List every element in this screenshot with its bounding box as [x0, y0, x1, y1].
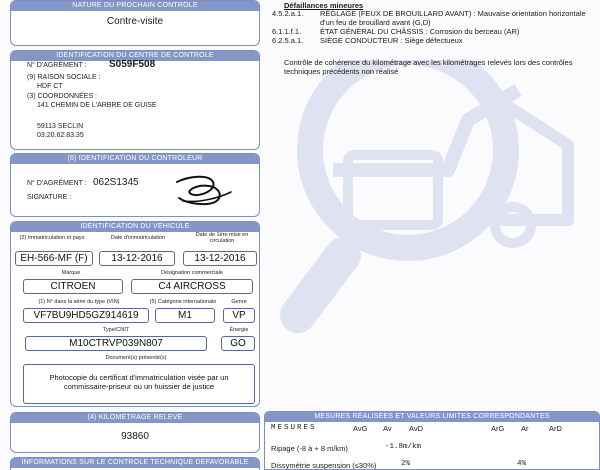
col-ar: Ar — [521, 424, 529, 433]
col-ard: ArD — [549, 424, 562, 433]
categorie-field: M1 — [155, 308, 215, 323]
designation-field: C4 AIRCROSS — [131, 279, 253, 294]
defavorable-box — [10, 457, 260, 470]
energie-label: Énergie — [229, 327, 249, 333]
prochain-controle-header: NATURE DU PROCHAIN CONTRÔLE — [11, 1, 259, 11]
vin-label: (1) N° dans la série du type (VIN) — [38, 299, 120, 305]
kilometrage-value: 93860 — [121, 431, 149, 442]
type-label: Type/CNIT — [102, 327, 130, 333]
date-immat-label: Date d'immatriculation — [110, 235, 166, 241]
mesures-header: MESURES RÉALISÉES ET VALEURS LIMITES CORRESPONDANTES — [265, 412, 599, 422]
defect-text-3: SIÈGE CONDUCTEUR : Siège défectueux — [320, 36, 463, 45]
defavorable-header: INFORMATIONS SUR LE CONTRÔLE TECHNIQUE DÉFAVORABLE — [11, 458, 259, 468]
dissymetrie-ar: 4% — [517, 460, 527, 468]
centre-header: IDENTIFICATION DU CENTRE DE CONTRÔLE — [11, 51, 259, 61]
kilometrage-note: Contrôle de cohérence du kilométrage avec les kilométrages relevés lors des contrôles techniques précédents non réalisé — [284, 58, 573, 76]
right-panel — [268, 0, 600, 470]
kilometrage-header: (4) KILOMÉTRAGE RELEVÉ — [11, 413, 259, 423]
centre-agrement-value: S059F508 — [109, 59, 156, 70]
documents-label: Document(s) présenté(s) — [105, 355, 167, 361]
categorie-label: (5) Catégorie internationale — [149, 299, 217, 305]
vehicule-box — [10, 221, 260, 407]
signature-mark — [169, 168, 239, 208]
defect-text-1: RÉGLAGE (FEUX DE BROUILLARD AVANT) : Mauvaise orientation horizontale d'un feu de brouillard avant (G,D) — [320, 9, 586, 27]
controleur-header: (6) IDENTIFICATION DU CONTRÔLEUR — [11, 154, 259, 164]
controleur-box — [10, 153, 260, 217]
raison-sociale-label: (9) RAISON SOCIALE : — [27, 74, 101, 81]
col-av: Av — [383, 424, 392, 433]
prochain-controle-box — [10, 0, 260, 46]
prochain-controle-value: Contre-visite — [106, 16, 164, 27]
coordonnees-label: (3) COORDONNÉES : — [27, 93, 98, 100]
marque-label: Marque — [61, 270, 81, 276]
genre-field: VP — [223, 308, 255, 323]
centre-phone: 03.20.62.83.35 — [37, 132, 84, 139]
defect-row-3 — [272, 37, 590, 46]
centre-box — [10, 50, 260, 150]
defect-code-1: 4.5.2.a.1. — [272, 9, 304, 18]
mesures-col-title: MESURES — [271, 424, 317, 432]
defaillances-title: Défaillances mineures — [284, 1, 364, 10]
kilometrage-box — [10, 412, 260, 453]
col-avd: AvD — [409, 424, 424, 433]
ripage-label: Ripage (-8 à + 8 m/km) — [271, 444, 348, 453]
watermark-magnifier-car-icon — [268, 60, 600, 400]
dissymetrie-av: 2% — [401, 460, 411, 468]
raison-sociale-value: HDF CT — [37, 83, 63, 90]
defect-code-2: 6.1.1.f.1. — [272, 27, 302, 36]
dissymetrie-label: Dissymétrie suspension (≤30%) — [271, 461, 377, 470]
col-arg: ArG — [491, 424, 505, 433]
immat-label: (2) Immatriculation et pays — [19, 235, 85, 241]
controleur-agrement-label: N° D'AGRÉMENT : — [27, 180, 87, 187]
type-field: M10CTRVP039N807 — [25, 336, 207, 351]
ripage-value: -1.8m/km — [385, 443, 422, 451]
defect-code-3: 6.2.5.a.1. — [272, 36, 304, 45]
designation-label: Désignation commerciale — [161, 270, 223, 276]
documents-field: Photocopie du certificat d'immatriculation visée par un commissaire-priseur ou un huissier de justice — [23, 364, 255, 404]
marque-field: CITROEN — [23, 279, 123, 294]
immat-field: EH-566-MF (F) — [15, 251, 93, 266]
centre-agrement-label: N° D'AGRÉMENT : — [27, 62, 87, 69]
genre-label: Genre — [231, 299, 247, 305]
defect-text-2: ÉTAT GÉNÉRAL DU CHÂSSIS : Corrosion du berceau (AR) — [320, 27, 520, 36]
signature-label: SIGNATURE : — [27, 194, 72, 201]
col-avg: AvG — [353, 424, 368, 433]
date-immat-field: 13-12-2016 — [99, 251, 175, 266]
controleur-agrement-value: 062S1345 — [93, 177, 139, 188]
vin-field: VF7BU9HD5GZ914619 — [23, 308, 149, 323]
address-line1: 141 CHEMIN DE L'ARBRE DE GUISE — [37, 102, 157, 109]
mesures-box — [264, 411, 600, 470]
date-first-field: 13-12-2016 — [183, 251, 257, 266]
date-first-label: Date de 1ère mise en circulation — [195, 232, 249, 244]
energie-field: GO — [221, 336, 255, 351]
address-line2: 59113 SECLIN — [37, 123, 84, 130]
defect-row-1 — [272, 10, 590, 27]
vehicule-header: IDENTIFICATION DU VÉHICULE — [11, 222, 259, 232]
